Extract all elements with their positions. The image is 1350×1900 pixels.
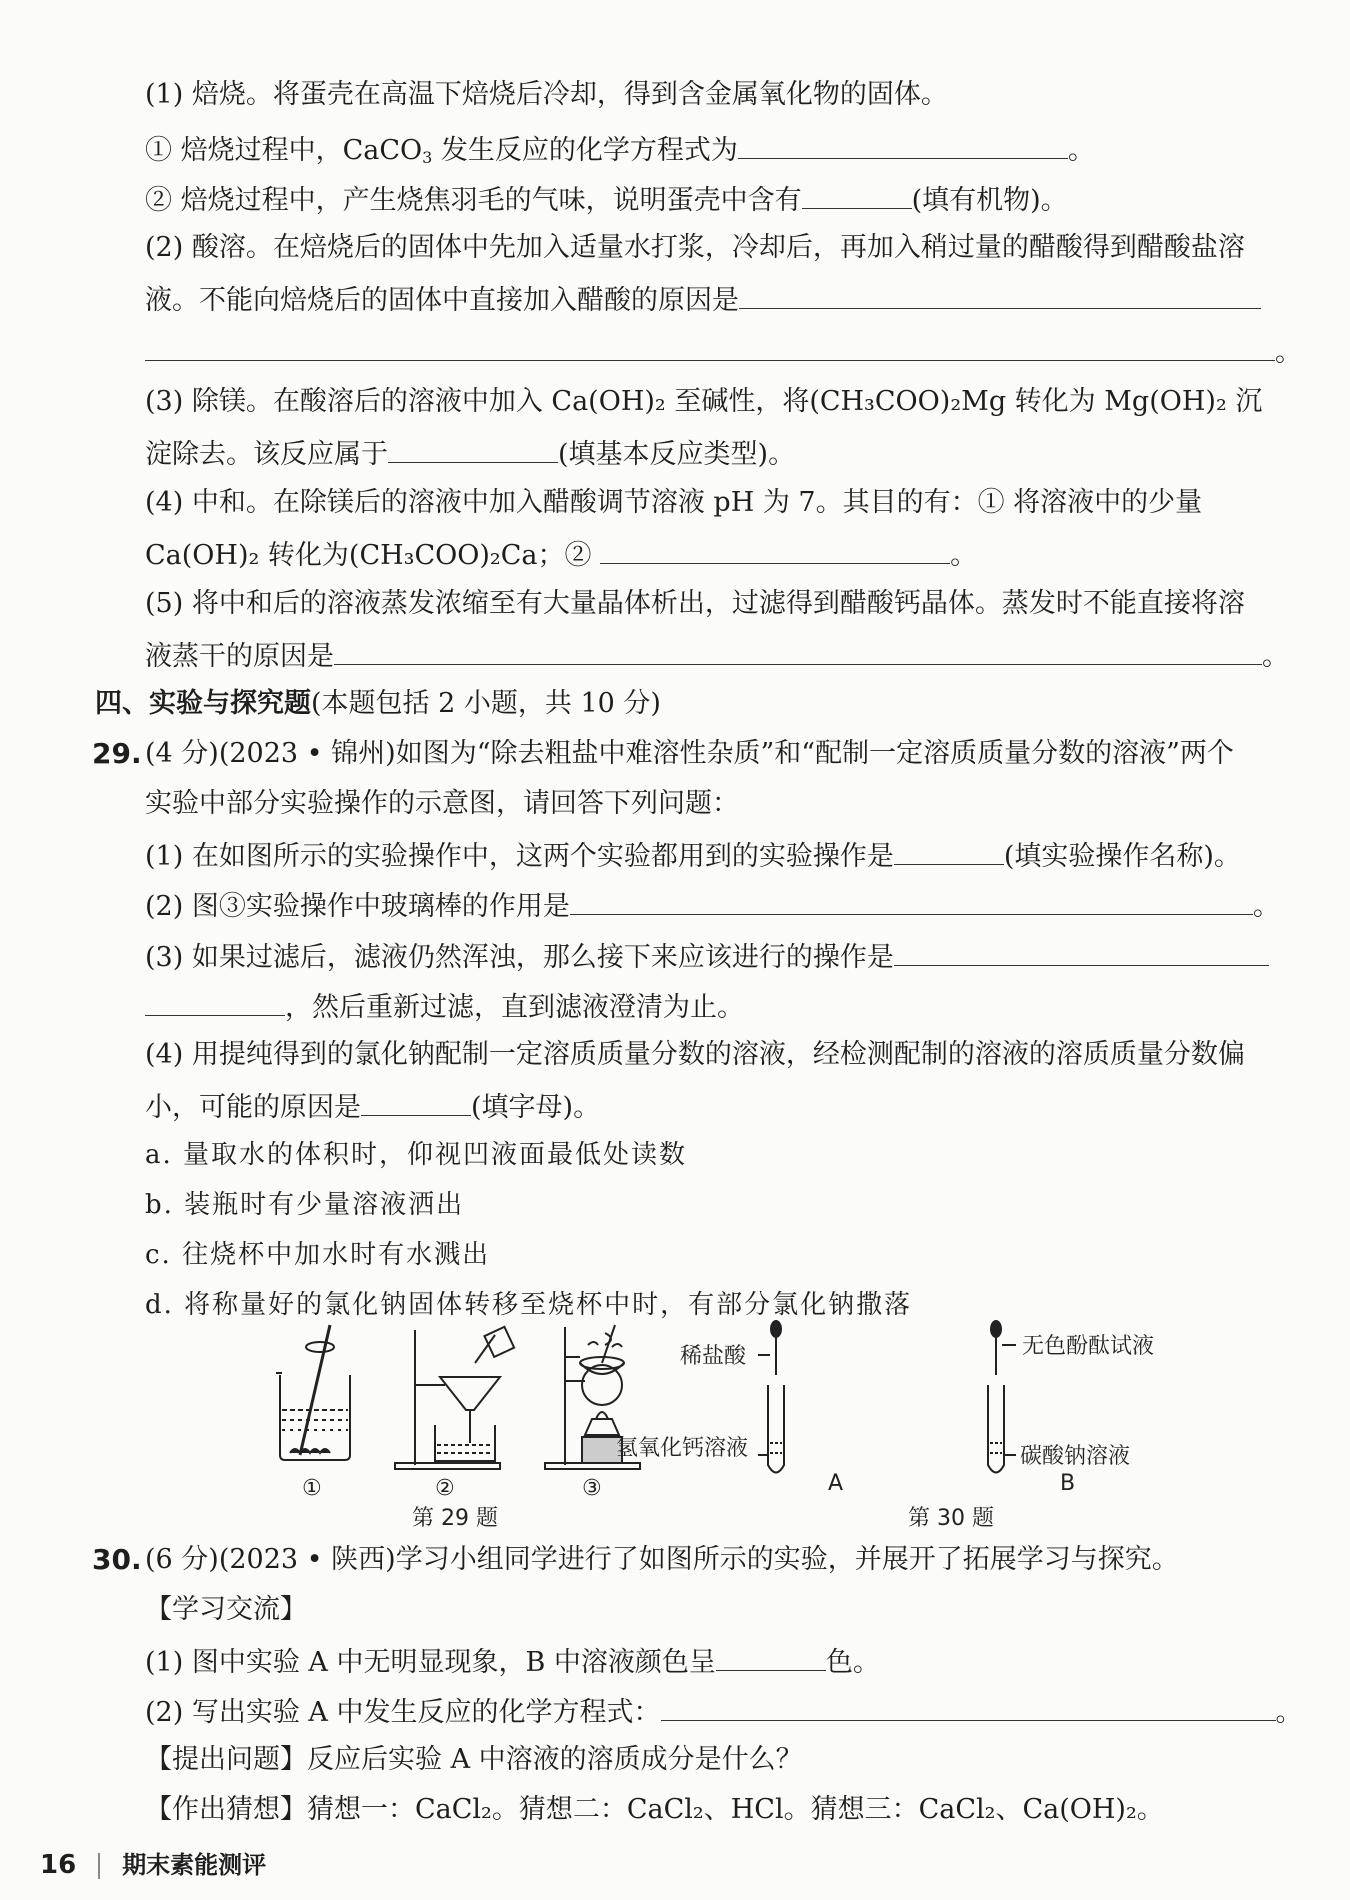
question-number: 30. (92, 1543, 142, 1576)
text-line (145, 884, 1280, 927)
question-number: 29. (92, 737, 142, 770)
answer-blank[interactable] (738, 128, 1068, 159)
line-text: ② 焙烧过程中，产生烧焦羽毛的气味，说明蛋壳中含有 (145, 185, 802, 216)
line-text: (3) 如果过滤后，滤液仍然浑浊，那么接下来应该进行的操作是 (145, 942, 894, 973)
answer-blank[interactable] (802, 178, 912, 209)
option-text: a. 量取水的体积时，仰视凹液面最低处读数 (145, 1140, 688, 1170)
subscript: 3 (422, 148, 433, 167)
line-text: (填字母)。 (471, 1092, 601, 1123)
answer-blank[interactable] (894, 935, 1269, 966)
line-text: ① 焙烧过程中，CaCO (145, 135, 423, 166)
figure-label-2: ② (435, 1476, 455, 1501)
line-text: 实验中部分实验操作的示意图，请回答下列问题： (145, 788, 739, 819)
line-text: (填有机物)。 (911, 185, 1068, 216)
line-text: (5) 将中和后的溶液蒸发浓缩至有大量晶体析出，过滤得到醋酸钙晶体。蒸发时不能直接将溶 (145, 588, 1245, 619)
answer-blank[interactable] (894, 834, 1004, 865)
line-text: 液蒸干的原因是 (145, 641, 334, 672)
line-text: (4 分)(2023 • 锦州)如图为“除去粗盐中难溶性杂质”和“配制一定溶质质量分数的溶液”两个 (145, 738, 1234, 769)
line-text: 小，可能的原因是 (145, 1092, 361, 1123)
page-footer (40, 1845, 266, 1880)
beaker-dissolving-illustration (276, 1325, 350, 1460)
footer-section-title: 期末素能测评 (122, 1851, 267, 1879)
text-line (145, 784, 739, 824)
answer-blank[interactable] (388, 432, 558, 463)
line-text: 色。 (825, 1647, 880, 1678)
line-text: (1) 焙烧。将蛋壳在高温下焙烧后冷却，得到含金属氧化物的固体。 (145, 79, 948, 110)
text-line (145, 1640, 880, 1683)
reagent-a-top: 稀盐酸 (680, 1344, 747, 1369)
line-text: 。 (950, 540, 978, 571)
text-line (145, 1085, 600, 1128)
answer-blank[interactable] (361, 1085, 471, 1116)
answer-blank[interactable] (570, 884, 1253, 915)
line-text: (2) 写出实验 A 中发生反应的化学方程式： (145, 1697, 661, 1728)
line-text: (4) 中和。在除镁后的溶液中加入醋酸调节溶液 pH 为 7。其目的有：① 将溶液中的少量 (145, 487, 1203, 518)
line-text: (1) 在如图所示的实验操作中，这两个实验都用到的实验操作是 (145, 841, 894, 872)
text-line (145, 75, 948, 115)
text-line (145, 1035, 1245, 1075)
page-number: 16 (40, 1850, 77, 1880)
line-text: (1) 图中实验 A 中无明显现象，B 中溶液颜色呈 (145, 1647, 716, 1678)
text-line (145, 178, 1068, 221)
answer-blank[interactable] (739, 278, 1261, 309)
text-line (145, 1740, 803, 1780)
reagent-a-bottom: 氢氧化钙溶液 (615, 1436, 748, 1461)
test-tube-a-illustration (758, 1321, 784, 1473)
text-line (145, 330, 1302, 373)
text-line (145, 1690, 1303, 1733)
text-line (145, 1790, 1164, 1830)
text-line (145, 128, 1095, 178)
line-text: 。 (1275, 337, 1302, 368)
text-line (145, 935, 1269, 978)
text-line (145, 985, 744, 1028)
text-line (145, 734, 1234, 774)
answer-blank[interactable] (600, 533, 950, 564)
section-note: (本题包括 2 小题，共 10 分) (311, 688, 661, 719)
text-line (145, 278, 1261, 321)
text-line (145, 228, 1245, 268)
answer-blank[interactable] (334, 634, 1262, 665)
reagent-b-bottom: 碳酸钠溶液 (1020, 1444, 1131, 1469)
option-c (145, 1235, 490, 1275)
text-line (145, 483, 1202, 523)
text-line (145, 584, 1245, 624)
line-text: (填基本反应类型)。 (558, 439, 796, 470)
section-title: 四、实验与探究题 (95, 688, 311, 719)
text-line (145, 834, 1241, 877)
line-text: 。 (1252, 891, 1280, 922)
answer-blank[interactable] (661, 1690, 1276, 1721)
line-text: (3) 除镁。在酸溶后的溶液中加入 Ca(OH)₂ 至碱性，将(CH₃COO)₂Mg 转化为 Mg(OH)₂ 沉 (145, 386, 1263, 417)
option-a (145, 1135, 687, 1175)
option-text: d. 将称量好的氯化钠固体转移至烧杯中时，有部分氯化钠撒落 (145, 1290, 913, 1320)
tube-b-label: B (1060, 1471, 1076, 1496)
tube-a-label: A (828, 1471, 844, 1496)
line-text: (6 分)(2023 • 陕西)学习小组同学进行了如图所示的实验，并展开了拓展学习与探究。 (145, 1544, 1179, 1575)
figure-area (260, 1315, 1260, 1530)
test-tube-b-illustration (988, 1321, 1016, 1473)
option-text: b. 装瓶时有少量溶液洒出 (145, 1190, 465, 1220)
figure-30-caption: 第 30 题 (908, 1506, 994, 1530)
text-line (145, 1590, 307, 1630)
line-text: (4) 用提纯得到的氯化钠配制一定溶质质量分数的溶液，经检测配制的溶液的溶质质量分数偏 (145, 1039, 1245, 1070)
figure-29-caption: 第 29 题 (412, 1506, 498, 1530)
line-text: 【作出猜想】猜想一：CaCl₂。猜想二：CaCl₂、HCl。猜想三：CaCl₂、Ca(OH)₂。 (145, 1794, 1164, 1825)
text-line (145, 432, 795, 475)
answer-blank[interactable] (145, 985, 285, 1016)
line-text: 。 (1262, 641, 1289, 672)
line-text: (填实验操作名称)。 (1003, 841, 1241, 872)
section-heading (95, 684, 661, 724)
line-text: 。 (1067, 135, 1095, 166)
option-text: c. 往烧杯中加水时有水溅出 (145, 1240, 491, 1270)
figure-label-1: ① (302, 1476, 322, 1501)
section-tag: 【学习交流】 (145, 1594, 307, 1625)
text-line (145, 382, 1262, 422)
line-text: 淀除去。该反应属于 (145, 439, 388, 470)
figures-svg (260, 1315, 1260, 1530)
text-line (145, 533, 977, 576)
line-text: ，然后重新过滤，直到滤液澄清为止。 (285, 992, 744, 1023)
line-text: 液。不能向焙烧后的固体中直接加入醋酸的原因是 (145, 285, 739, 316)
text-line (145, 634, 1289, 677)
line-text: (2) 酸溶。在焙烧后的固体中先加入适量水打浆，冷却后，再加入稍过量的醋酸得到醋酸盐溶 (145, 232, 1245, 263)
line-text: (2) 图③实验操作中玻璃棒的作用是 (145, 891, 570, 922)
reagent-b-top: 无色酚酞试液 (1022, 1334, 1155, 1359)
answer-blank[interactable] (145, 330, 1275, 361)
line-text: 发生反应的化学方程式为 (432, 135, 738, 166)
footer-divider (98, 1853, 100, 1879)
answer-blank[interactable] (716, 1640, 826, 1671)
filtration-illustration (395, 1327, 514, 1469)
option-b (145, 1185, 464, 1225)
line-text: 【提出问题】反应后实验 A 中溶液的溶质成分是什么？ (145, 1744, 803, 1775)
line-text: Ca(OH)₂ 转化为(CH₃COO)₂Ca；② (145, 540, 592, 571)
figure-label-3: ③ (582, 1476, 602, 1501)
line-text: 。 (1275, 1697, 1303, 1728)
text-line (145, 1540, 1179, 1580)
